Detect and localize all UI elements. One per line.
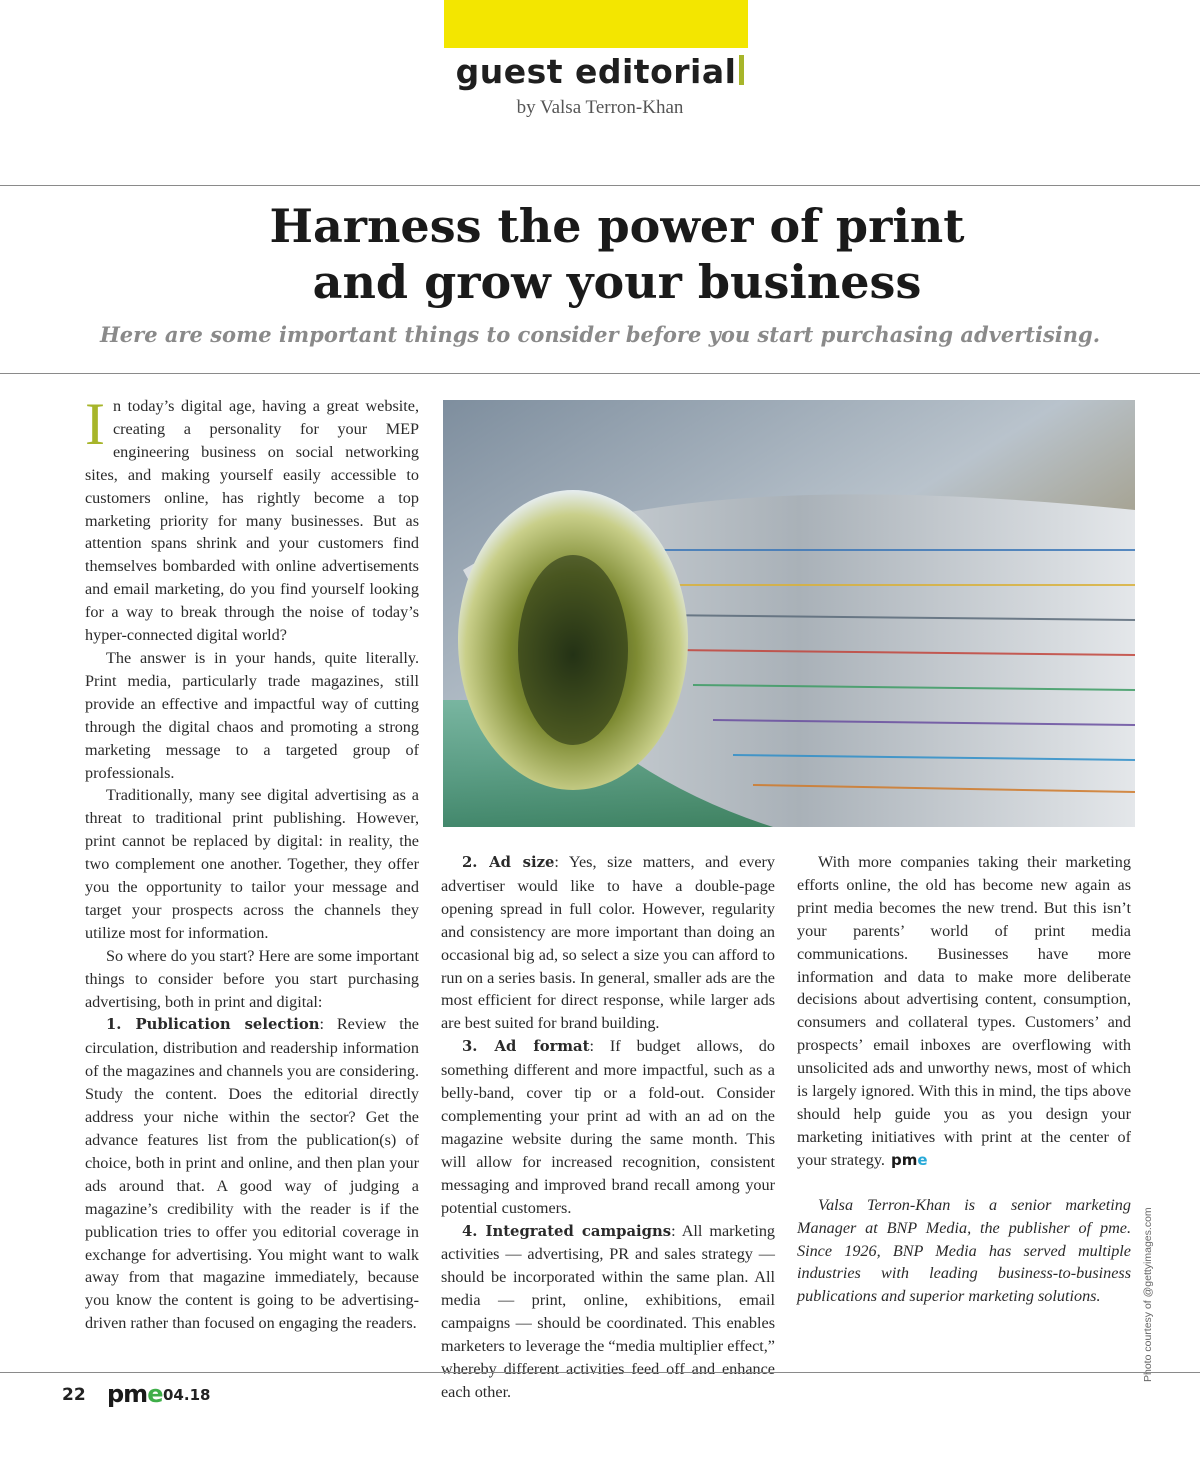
end-mark-logo: pme — [890, 1150, 928, 1169]
divider-top — [0, 185, 1200, 186]
byline: by Valsa Terron-Khan — [516, 97, 684, 118]
column-2 — [441, 851, 775, 1404]
paragraph-intro: In today’s digital age, having a great website, creating a personality for your MEP engineering business on social networking sites, and making yourself easily accessible to customers online, has rightly become a top marketing priority for many businesses. But as attention spans shrink and your customers find themselves bombarded with online advertisements and email marketing, do you find yourself looking for a way to break through the noise of today’s hyper-connected digital world? — [85, 391, 419, 645]
header-yellow-tab — [444, 0, 748, 48]
article-deck: Here are some important things to consider before you start purchasing advertising. — [99, 322, 1101, 347]
title-line-1: Harness the power of print — [269, 199, 965, 253]
paragraph-closing: With more companies taking their marketing efforts online, the old has become new again as print media becomes the new trend. But this isn’t your parents’ world of print media communications. Businesses have more information and data to make more deliberate decisions about advertising content, consumption, consumers and collateral types. Customers’ and prospects’ email inboxes are overflowing with unsolicited ads and unworthy news, most of which is largely ignored. With this in mind, the tips above should help guide you as you design your marketing initiatives with print at the center of your strategy. pme — [797, 853, 1131, 1169]
column-3 — [797, 851, 1131, 1308]
list-item-ad-size: 2. Ad size: Yes, size matters, and every advertiser would like to have a double-page opening spread in full color. However, regularity and consistency are more important than doing an occasional big ad, so select a size you can afford to run on a series basis. In general, smaller ads are the most efficient for direct response, while larger ads are best suited for brand building. — [441, 853, 775, 1033]
photo-credit: Photo courtesy of @gettyimages.com — [1142, 1207, 1154, 1382]
divider-middle — [0, 373, 1200, 374]
pme-logo: pme — [107, 1380, 163, 1408]
list-item-ad-format: 3. Ad format: If budget allows, do something different and more impactful, such as a belly-band, cover tip or a fold-out. Consider complementing your print ad with an ad on the magazine website during the same month. This will allow for increased recognition, consistent messaging and improved brand recall among your potential customers. — [441, 1037, 775, 1217]
section-kicker: guest editorial — [0, 52, 1200, 91]
issue-date: 04.18 — [163, 1386, 211, 1404]
divider-footer — [0, 1372, 1200, 1373]
list-item-publication-selection: 1. Publication selection: Review the circulation, distribution and readership information of the magazines and channels you are considering. Study the content. Does the editorial directly address your niche within the sector? Get the advance features list from the publication(s) of choice, both in print and online, and then plan your ads around that. A good way of judging a magazine’s credibility with the reader is if the publication tries to offer you editorial coverage in exchange for advertising. You might want to walk away from that magazine immediately, because you know the content is going to be advertising-driven rather than focused on engaging the readers. — [85, 1015, 419, 1333]
author-bio — [797, 1194, 1131, 1309]
author-bio-text: Valsa Terron-Khan is a senior marketing Manager at BNP Media, the publisher of pme. Since 1926, BNP Media has served multiple industries with leading business-to-business publications and superior marketing solutions. — [797, 1195, 1131, 1306]
article-title — [0, 198, 1200, 310]
magazine-photo-illustration — [443, 400, 1135, 827]
drop-cap: I — [85, 391, 105, 457]
paragraph: The answer is in your hands, quite literally. Print media, particularly trade magazines, still provide an effective and impactful way of cutting through the digital chaos and promoting a strong marketing message to a targeted group of professionals. — [85, 648, 419, 782]
paragraph: So where do you start? Here are some important things to consider before you start purchasing advertising, both in print and digital: — [85, 946, 419, 1011]
magazine-stack-photo — [443, 400, 1135, 827]
column-1 — [85, 391, 419, 1335]
kicker-accent-bar — [739, 55, 744, 85]
page-number: 22 — [62, 1385, 86, 1405]
paragraph: Traditionally, many see digital advertising as a threat to traditional print publishing. However, print cannot be replaced by digital: in reality, the two complement one another. Together, they offer you the opportunity to tailor your message and target your prospects across the channels they utilize most for information. — [85, 786, 419, 942]
list-item-integrated-campaigns: 4. Integrated campaigns: All marketing activities — advertising, PR and sales strategy — should be incorporated within the same plan. All media — print, online, exhibitions, email campaigns — should be coordinated. This enables marketers to leverage the “media multiplier effect,” whereby different activities feed off and enhance each other. — [441, 1221, 776, 1401]
title-line-2: and grow your business — [312, 255, 922, 309]
